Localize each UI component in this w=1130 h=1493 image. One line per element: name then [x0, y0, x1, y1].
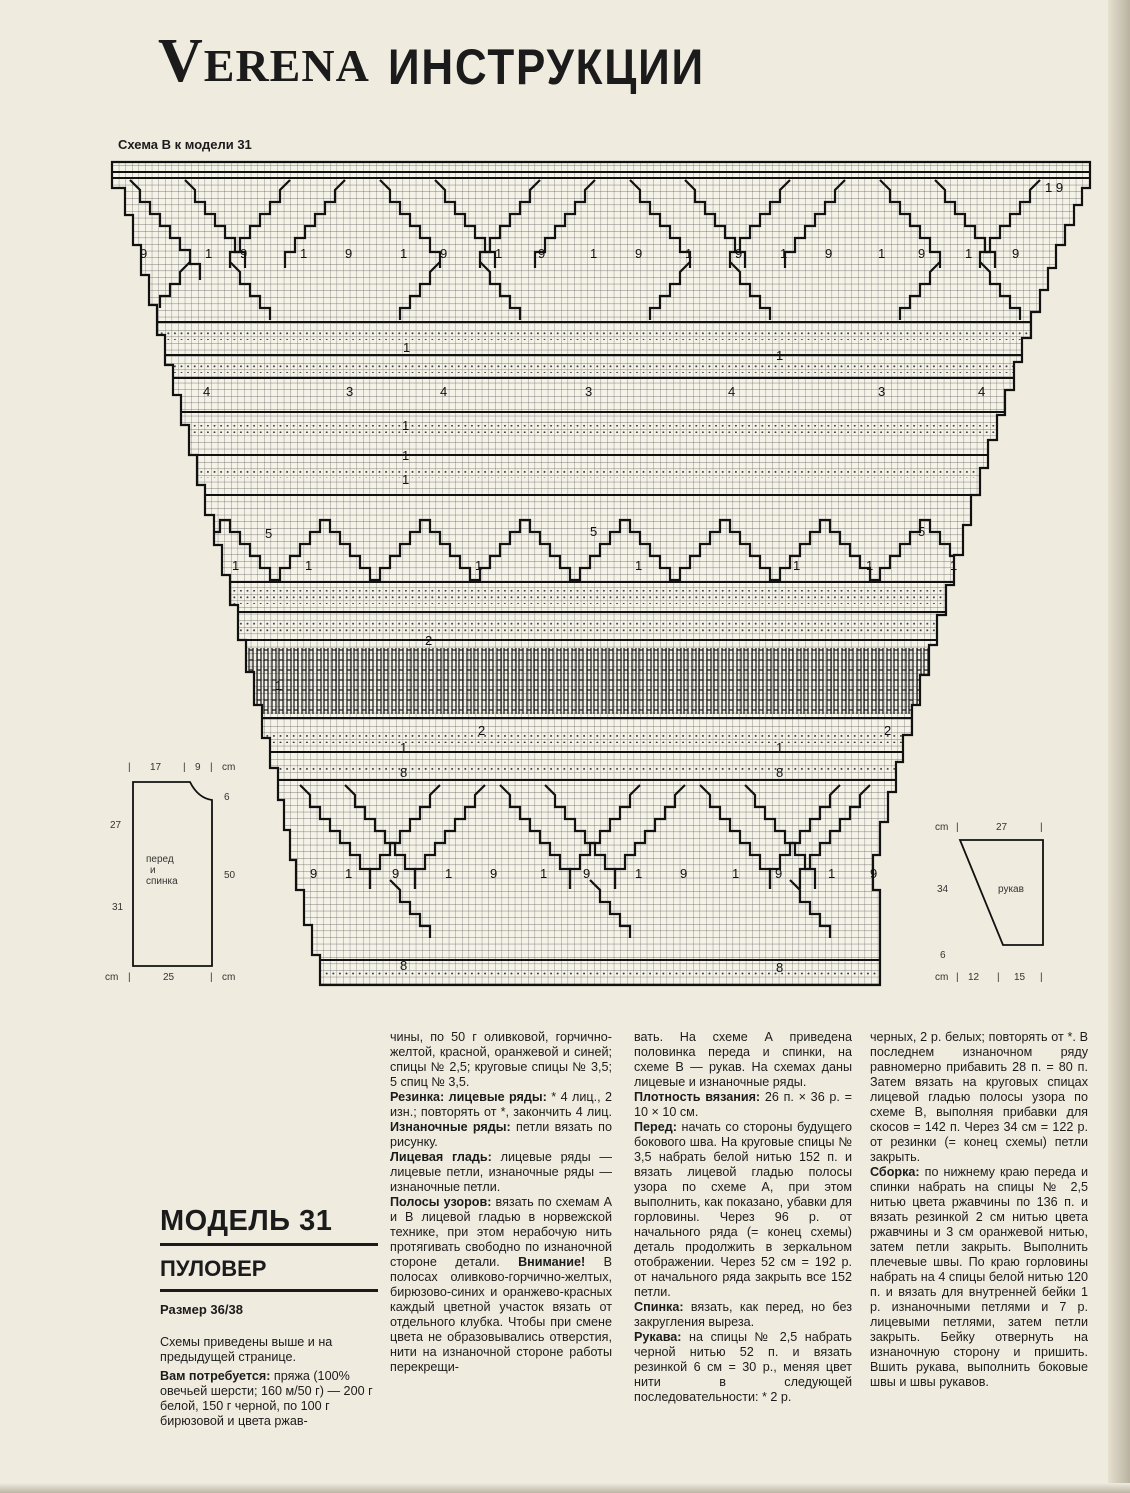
paragraph [634, 1090, 852, 1120]
chart-grid-area [100, 155, 1100, 995]
body-label-line3: спинка [146, 876, 178, 887]
chart-label: 9 [345, 246, 353, 261]
chart-label: 5 [918, 524, 926, 539]
chart-label: 1 [275, 678, 283, 693]
chart-label: 3 [585, 384, 593, 399]
chart-label: 1 [402, 418, 410, 433]
stitch-text: лицевые ряды — лицевые петли, изнаночные ряды — изнаночные петли. [390, 1150, 612, 1194]
chart-label: 8 [400, 765, 408, 780]
text-column-1 [390, 1030, 612, 1375]
chart-label: 1 [540, 866, 548, 881]
chart-label: 1 [780, 246, 788, 261]
chart-label: 9 [775, 866, 783, 881]
chart-label: 9 [538, 246, 546, 261]
chart-label: 1 [300, 246, 308, 261]
chart-label: 1 [776, 348, 784, 363]
chart-label: 1 [776, 740, 784, 755]
chart-label: 1 [475, 558, 483, 573]
chart-label: 9 [240, 246, 248, 261]
chart-label: 9 [918, 246, 926, 261]
dim-height-upper: 27 [110, 820, 122, 831]
paragraph [390, 1150, 612, 1195]
chart-label: 1 [828, 866, 836, 881]
paragraph: вать. На схеме А приведена половинка переда и спинки, на схеме В — рукав. На схемах даны лицевые и изнаночные ряды. [634, 1030, 852, 1089]
dim-unit: cm [935, 822, 949, 833]
dim-mark: | [210, 762, 213, 773]
assembly-text: по нижнему краю переда и спинки набрать на спицы № 2,5 нитью цвета ржавчины по 136 п. и вязать резинкой 2 см нитью цвета ржавчины и 3 см оранжевой нитью, затем петли закрыть. Выполнить плечевые швы. По краю горловины набрать на 4 спицы белой нитью 120 п. и вязать для внутренней бейки 1 р. изнаночными петлями и 7 р. лицевыми петлями, затем петли закрыть. Бейку отвернуть на изнаночную сторону и пришить. Вшить рукава, выполнить боковые швы и швы рукавов. [870, 1165, 1088, 1389]
chart-label: 9 [140, 246, 148, 261]
chart-label: 8 [776, 960, 784, 975]
chart-label: 9 [680, 866, 688, 881]
dim-height-mid: 50 [224, 870, 236, 881]
chart-label: 9 [735, 246, 743, 261]
chart-label: 1 [950, 558, 958, 573]
page-bottom-shadow [0, 1483, 1130, 1493]
section-title: ИНСТРУКЦИИ [387, 39, 705, 95]
dim-unit: cm [935, 972, 949, 983]
paragraph [870, 1165, 1088, 1390]
chart-label: 2 [884, 723, 892, 738]
materials-label: Вам потребуется: [160, 1369, 271, 1383]
chart-label: 4 [728, 384, 736, 399]
chart-label: 1 [445, 866, 453, 881]
chart-label: 5 [590, 524, 598, 539]
garment-type: ПУЛОВЕР [160, 1256, 267, 1281]
rib-text-2: петли вязать по рисунку. [390, 1120, 612, 1149]
dim-mark: | [183, 762, 186, 773]
chart-label: 1 [495, 246, 503, 261]
chart-label: 1 [866, 558, 874, 573]
chart-label: 9 [583, 866, 591, 881]
dim-unit: cm [222, 972, 236, 983]
text-column-3 [870, 1030, 1088, 1390]
chart-label: 4 [203, 384, 211, 399]
chart-label: 8 [776, 765, 784, 780]
dim-mark: | [1040, 822, 1043, 833]
chart-label: 9 [870, 866, 878, 881]
dim-top: 27 [996, 822, 1008, 833]
dim-mark: | [128, 972, 131, 983]
chart-label: 1 [635, 558, 643, 573]
dim-height: 34 [937, 884, 949, 895]
sleeve-schematic [935, 822, 1043, 983]
chart-label: 5 [265, 526, 273, 541]
dim-mark: | [210, 972, 213, 983]
gauge-text: 26 п. × 36 р. = 10 × 10 см. [634, 1090, 852, 1119]
chart-label: 4 [440, 384, 448, 399]
chart-label: 4 [978, 384, 986, 399]
size-label: Размер 36/38 [160, 1302, 243, 1317]
stitch-label: Лицевая гладь: [390, 1150, 492, 1164]
chart-label: 1 [635, 866, 643, 881]
dim-bottom-a: 12 [968, 972, 980, 983]
model-title: МОДЕЛЬ 31 [160, 1205, 333, 1237]
chart-label: 1 [345, 866, 353, 881]
back-text: вязать, как перед, но без закругления выреза. [634, 1300, 852, 1329]
chart-label: 1 [305, 558, 313, 573]
chart-label: 1 [965, 246, 973, 261]
ribbing-pattern [100, 648, 1100, 714]
front-label: Перед: [634, 1120, 677, 1134]
chart-label: 9 [440, 246, 448, 261]
gauge-label: Плотность вязания: [634, 1090, 761, 1104]
chart-label: 1 [402, 472, 410, 487]
chart-label: 9 [1012, 246, 1020, 261]
dim-mark: | [956, 972, 959, 983]
type-rule [160, 1289, 378, 1292]
rib-text: * 4 лиц., 2 изн.; повторять от *, закончить 4 лиц. [390, 1090, 612, 1119]
chart-label: 2 [478, 723, 486, 738]
chart-label: 1 [793, 558, 801, 573]
intro-text [160, 1335, 380, 1433]
attention-text: В полосах оливково-горчично-желтых, бирюзово-синих и оранжево-красных каждый цветной участок вязать от отдельного клубка. Чтобы при смене цвета не образовывались отверстия, нити на изнаночной стороне работы перекрещи- [390, 1255, 612, 1374]
paragraph: чины, по 50 г оливковой, горчично-желтой, красной, оранжевой и синей; спицы № 2,5; круговые спицы № 3,5; 5 спиц № 3,5. [390, 1030, 612, 1089]
front-text: начать со стороны будущего бокового шва. На круговые спицы № 3,5 набрать белой нитью 152 п. и вязать лицевой гладью полосы узора по схеме А, при этом выполнить, как показано, убавки для горловины. Через 96 р. от начального ряда (= конец схемы) деталь продолжить в зеркальном отображении. Через 52 см = 192 р. от начального ряда закрыть все 152 петли. [634, 1120, 852, 1299]
paragraph [390, 1090, 612, 1150]
scheme-caption: Схема В к модели 31 [118, 137, 252, 152]
intro-paragraph: Схемы приведены выше и на предыдущей странице. [160, 1335, 333, 1364]
chart-label: 1 [685, 246, 693, 261]
chart-label: 9 [310, 866, 318, 881]
chart-label: 1 [232, 558, 240, 573]
chart-label: 9 [825, 246, 833, 261]
dim-mark: | [128, 762, 131, 773]
chart-label: 9 [490, 866, 498, 881]
body-label-line2: и [150, 865, 156, 876]
assembly-label: Сборка: [870, 1165, 920, 1179]
rib-label: Резинка: лицевые ряды: [390, 1090, 547, 1104]
chart-label: 9 [392, 866, 400, 881]
dim-height-lower: 31 [112, 902, 124, 913]
paragraph: черных, 2 р. белых; повторять от *. В последнем изнаночном ряду равномерно прибавить 28 п. = 80 п. Затем вязать на круговых спицах лицевой гладью полосы узора по схеме В, выполняя прибавки для скосов = 142 п. Через 34 см = 122 р. от резинки (= конец схемы) петли закрыть. [870, 1030, 1088, 1164]
dim-top-a: 17 [150, 762, 162, 773]
chart-label: 1 [878, 246, 886, 261]
chart-label: 1 [400, 740, 408, 755]
chart-label: 1 [205, 246, 213, 261]
dim-top-b: 9 [195, 762, 201, 773]
chart-label: 1 [400, 246, 408, 261]
materials-text: пряжа (100% овечьей шерсти; 160 м/50 г) — 200 г белой, 150 г черной, по 100 г бирюзовой и цвета ржав- [160, 1369, 373, 1428]
text-column-2 [634, 1030, 852, 1405]
dim-mark: | [1040, 972, 1043, 983]
title-rule [160, 1243, 378, 1246]
sleeves-label: Рукава: [634, 1330, 682, 1344]
dim-bottom: 25 [163, 972, 175, 983]
materials-paragraph [160, 1369, 380, 1429]
stripes-label: Полосы узоров: [390, 1195, 492, 1209]
chart-label: 8 [400, 958, 408, 973]
body-schematic [105, 762, 236, 983]
chart-label: 3 [346, 384, 354, 399]
paragraph [634, 1330, 852, 1405]
dim-unit: cm [222, 762, 236, 773]
chart-label: 1 [402, 448, 410, 463]
rib-label-2: Изнаночные ряды: [390, 1120, 511, 1134]
chart-label: 1 [403, 340, 411, 355]
back-label: Спинка: [634, 1300, 684, 1314]
sleeves-text: на спицы № 2,5 набрать черной нитью 52 п. и вязать резинкой 6 см = 30 р., меняя цвет нити в следующей последовательности: * 2 р. [634, 1330, 852, 1404]
dim-neck: 6 [224, 792, 230, 803]
chart-label: 1 9 [1045, 180, 1064, 195]
chart-label: 1 [732, 866, 740, 881]
brand-logo: VERENA [158, 27, 370, 95]
paragraph [634, 1300, 852, 1330]
chart-label: 2 [425, 633, 433, 648]
dim-unit: cm [105, 972, 119, 983]
attention-label: Внимание! [518, 1255, 586, 1269]
chart-label: 3 [878, 384, 886, 399]
chart-label: 1 [590, 246, 598, 261]
sleeve-label: рукав [998, 884, 1024, 895]
paragraph [390, 1195, 612, 1375]
paragraph [634, 1120, 852, 1300]
body-label-line1: перед [146, 854, 174, 865]
chart-label: 9 [635, 246, 643, 261]
dim-bottom-b: 15 [1014, 972, 1026, 983]
dim-cuff: 6 [940, 950, 946, 961]
dim-mark: | [997, 972, 1000, 983]
stripes-text: вязать по схемам А и В лицевой гладью в норвежской технике, при этом нерабочую нить протягивать свободно по изнаночной стороне детали. [390, 1195, 612, 1269]
dim-mark: | [956, 822, 959, 833]
